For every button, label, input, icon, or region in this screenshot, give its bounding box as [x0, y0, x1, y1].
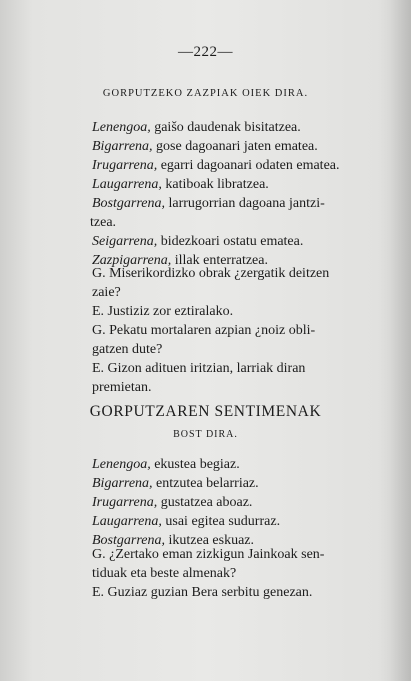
section2-list: [92, 455, 354, 550]
qa-line: G. Miserikordizko obrak ¿zergatik deitzen: [92, 266, 330, 281]
list-item: Lenengoa, ekustea begiaz.: [92, 457, 240, 472]
section1-list: [92, 118, 354, 270]
section2-subheading: BOST DIRA.: [173, 429, 238, 440]
section1-qa: [92, 264, 354, 397]
list-item: Irugarrena, egarri dagoanari odaten ematea.: [92, 158, 340, 173]
list-item: Bigarrena, gose dagoanari jaten ematea.: [92, 139, 318, 154]
list-item: Laugarrena, katiboak libratzea.: [92, 177, 269, 192]
list-item: Irugarrena, gustatzea aboaz.: [92, 495, 253, 510]
list-item-continuation: tzea.: [90, 215, 117, 230]
qa-line: gatzen dute?: [92, 342, 163, 357]
list-item: Lenengoa, gaišo daudenak bisitatzea.: [92, 120, 301, 135]
qa-line: G. ¿Zertako eman zizkigun Jainkoak sen-: [92, 547, 325, 562]
qa-line: G. Pekatu mortalaren azpian ¿noiz obli-: [92, 323, 316, 338]
qa-line: zaie?: [92, 285, 121, 300]
qa-line: E. Gizon adituen iritzian, larriak diran: [92, 361, 306, 376]
qa-line: tiduak eta beste almenak?: [92, 566, 237, 581]
section2-heading: GORPUTZAREN SENTIMENAK: [89, 403, 322, 420]
page-edge-shadow: [389, 0, 411, 681]
section2-qa: [92, 545, 354, 602]
section1-heading: GORPUTZEKO ZAZPIAK OIEK DIRA.: [102, 88, 309, 99]
page-number: —222—: [178, 44, 233, 60]
qa-line: E. Justiziz zor eztiralako.: [92, 304, 234, 319]
list-item: Zazpigarrena, illak enterratzea.: [92, 253, 268, 268]
qa-line: premietan.: [92, 380, 152, 395]
list-item: Bostgarrena, ikutzea eskuaz.: [92, 533, 254, 548]
list-item: Bigarrena, entzutea belarriaz.: [92, 476, 259, 491]
list-item: Seigarrena, bidezkoari ostatu ematea.: [92, 234, 304, 249]
list-item: Laugarrena, usai egitea sudurraz.: [92, 514, 281, 529]
qa-line: E. Guziaz guzian Bera serbitu genezan.: [92, 585, 313, 600]
list-item: Bostgarrena, larrugorrian dagoana jantzi-: [92, 196, 325, 211]
